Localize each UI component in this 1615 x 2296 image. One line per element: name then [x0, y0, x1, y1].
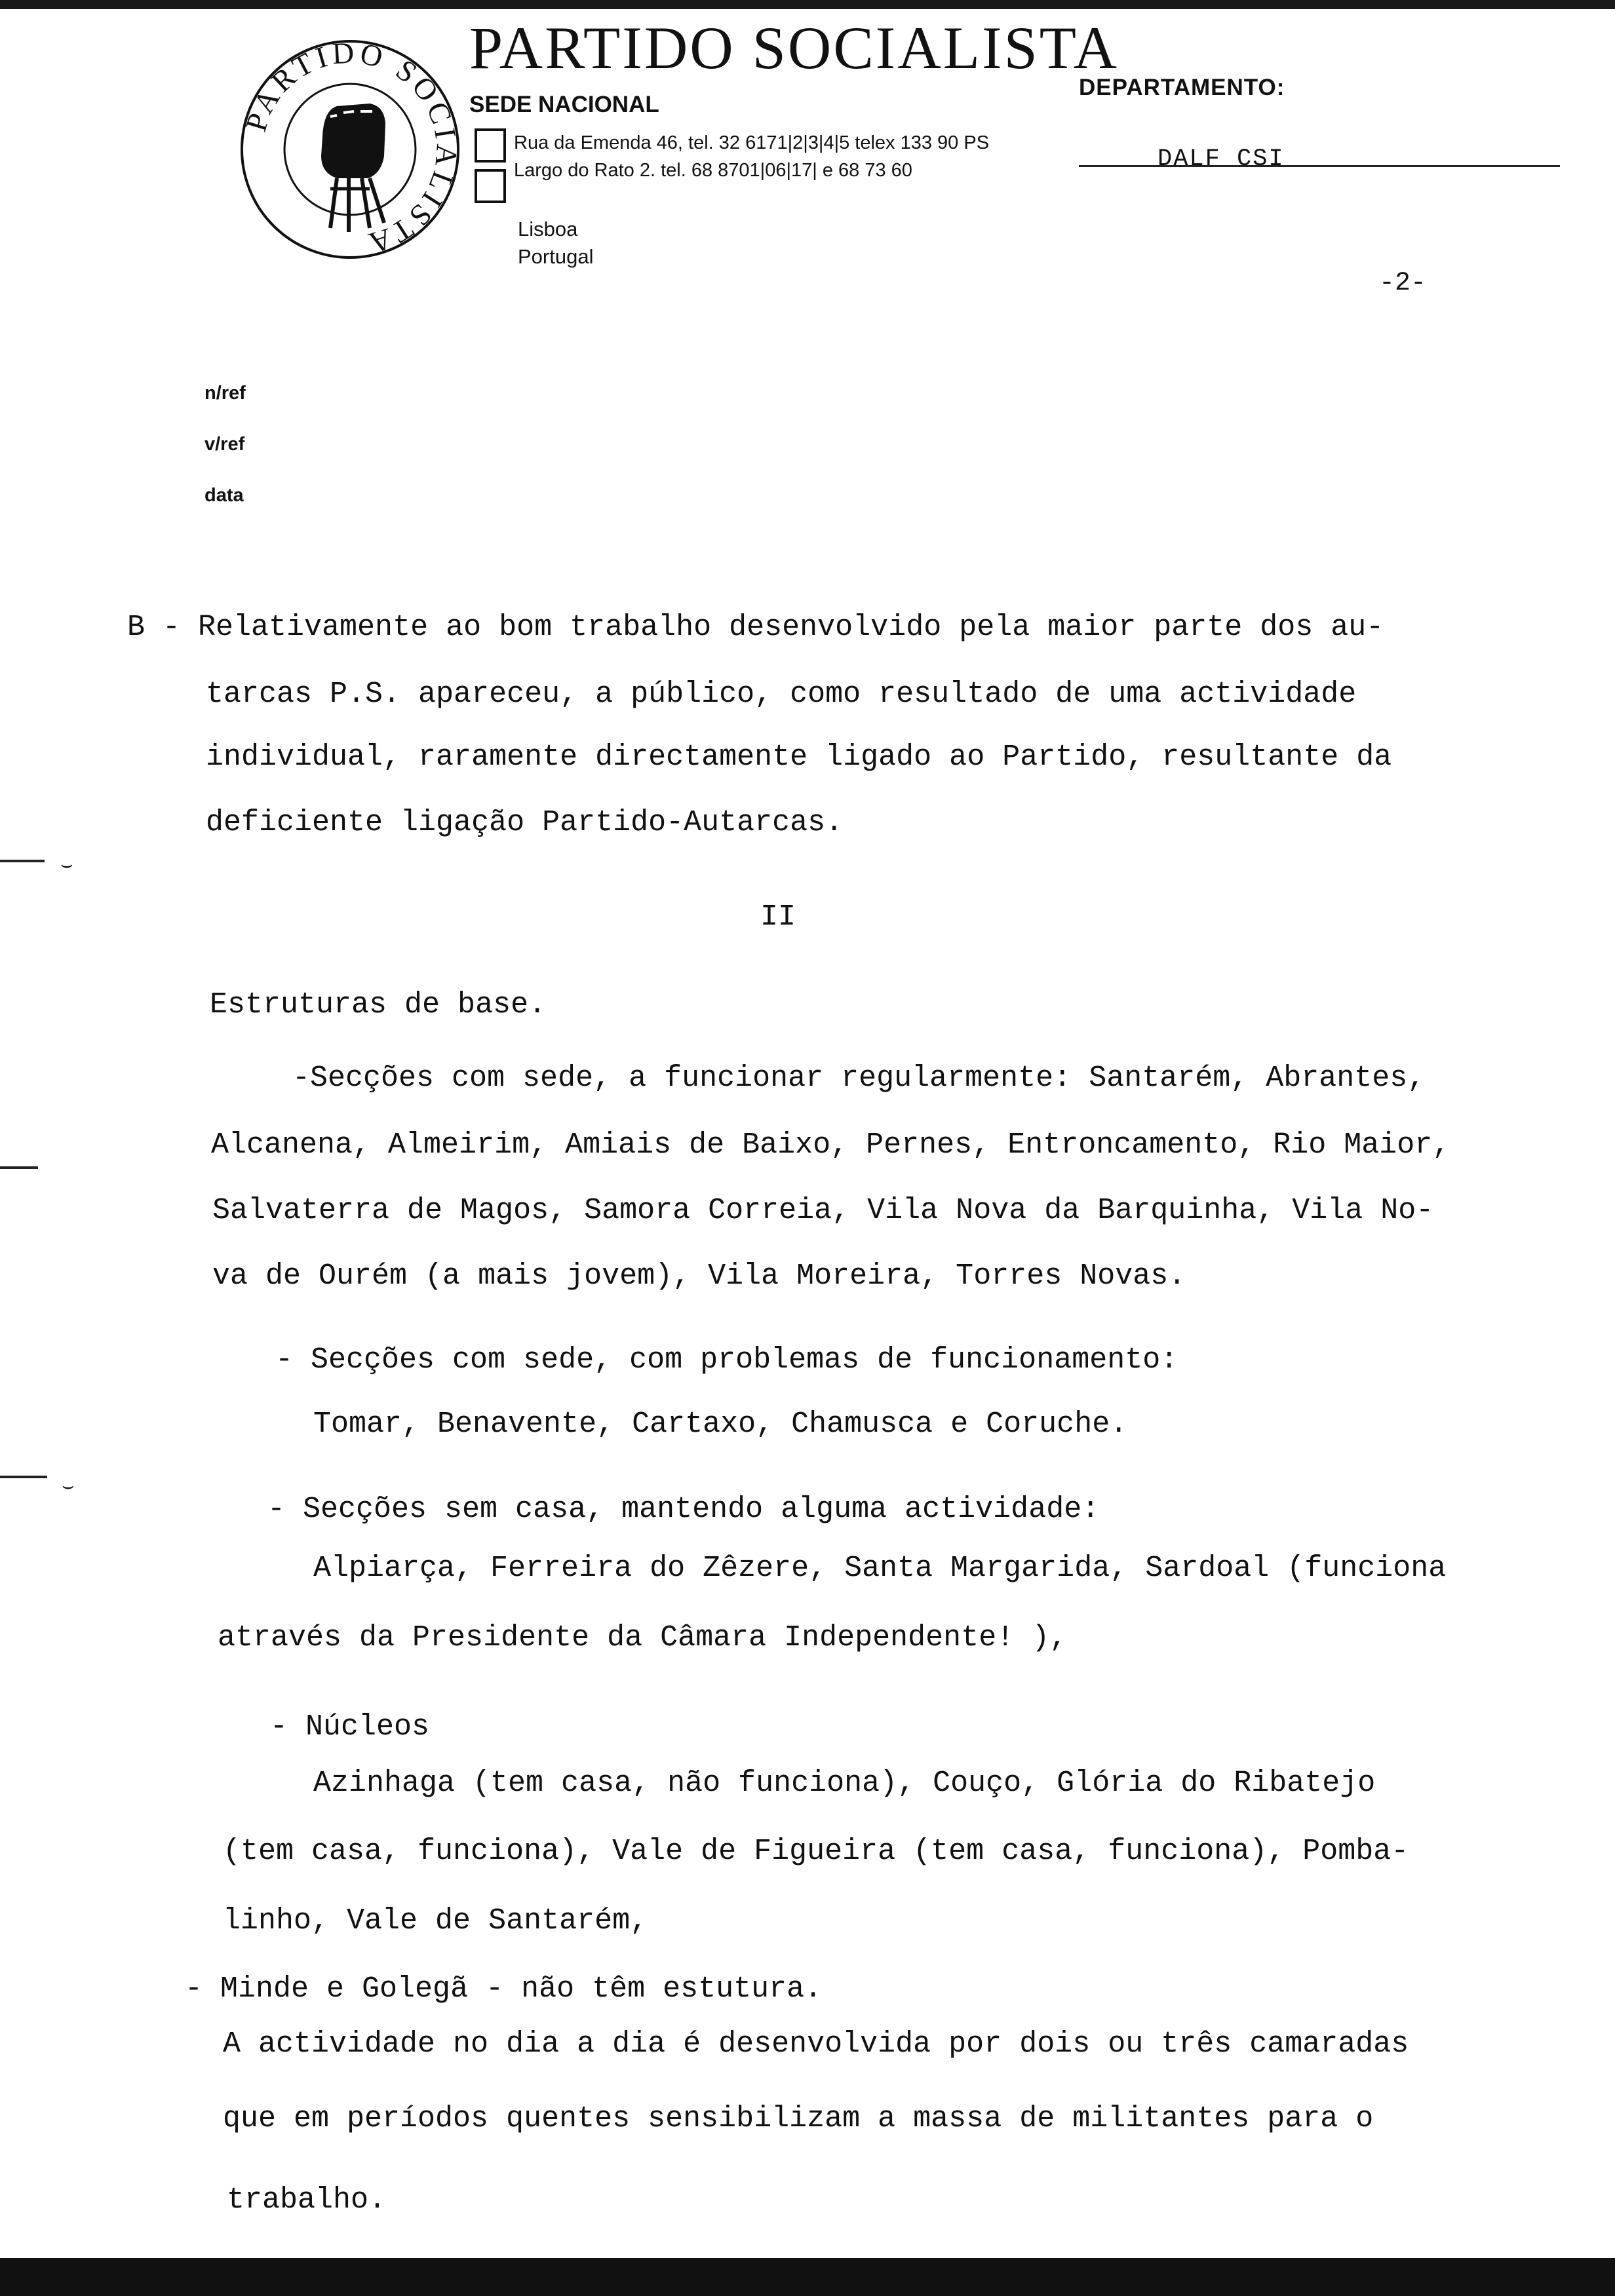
margin-mark	[0, 1476, 47, 1478]
problemas-line-1: - Secções com sede, com problemas de funcionamento:	[275, 1343, 1178, 1377]
nucleos-heading: - Núcleos	[270, 1710, 430, 1744]
seccoes-line-3: Salvaterra de Magos, Samora Correia, Vila Nova da Barquinha, Vila No-	[212, 1194, 1434, 1227]
page-number: -2-	[1379, 269, 1427, 298]
section-b-line-1: B - Relativamente ao bom trabalho desenvolvido pela maior parte dos au-	[127, 611, 1384, 644]
section-b-line-3: individual, raramente directamente ligado ao Partido, resultante da	[206, 740, 1392, 774]
ref-data: data	[204, 485, 244, 506]
section-b-line-2: tarcas P.S. apareceu, a público, como resultado de uma actividade	[206, 678, 1357, 711]
nucleos-line-3: linho, Vale de Santarém,	[223, 1904, 648, 1938]
scan-top-edge	[0, 0, 1615, 9]
svg-text:PARTIDO SOCIALISTA: PARTIDO SOCIALISTA	[239, 38, 461, 261]
section-b-line-4: deficiente ligação Partido-Autarcas.	[206, 806, 844, 839]
department-line	[1079, 165, 1560, 167]
closing-line-3: que em períodos quentes sensibilizam a massa de militantes para o	[223, 2102, 1374, 2135]
scan-bottom-edge	[0, 2258, 1615, 2296]
sem-casa-line-3: através da Presidente da Câmara Independente! ),	[218, 1621, 1068, 1655]
address-line-1: Rua da Emenda 46, tel. 32 6171|2|3|4|5 telex 133 90 PS	[514, 132, 990, 153]
department-label: DEPARTAMENTO:	[1079, 75, 1285, 100]
seccoes-line-1: -Secções com sede, a funcionar regularmente: Santarém, Abrantes,	[292, 1062, 1426, 1095]
ref-n: n/ref	[204, 383, 246, 404]
margin-tick: ⌣	[60, 853, 73, 876]
margin-mark	[0, 1166, 38, 1169]
sede-label: SEDE NACIONAL	[469, 92, 659, 117]
section-heading: II	[760, 900, 796, 934]
party-name: PARTIDO SOCIALISTA	[469, 14, 1119, 81]
nucleos-line-2: (tem casa, funciona), Vale de Figueira (tem casa, funciona), Pomba-	[223, 1835, 1409, 1868]
seccoes-line-4: va de Ourém (a mais jovem), Vila Moreira, Torres Novas.	[212, 1259, 1186, 1293]
sem-casa-line-2: Alpiarça, Ferreira do Zêzere, Santa Margarida, Sardoal (funciona	[313, 1552, 1447, 1585]
ref-v: v/ref	[204, 434, 245, 455]
address-checkbox-2	[475, 169, 506, 203]
city: Lisboa	[518, 218, 578, 240]
closing-line-2: A actividade no dia a dia é desenvolvida por dois ou três camaradas	[223, 2027, 1409, 2061]
margin-tick: ⌣	[62, 1474, 75, 1497]
closing-line-1: - Minde e Golegã - não têm estutura.	[185, 1972, 823, 2006]
country: Portugal	[518, 245, 594, 268]
problemas-line-2: Tomar, Benavente, Cartaxo, Chamusca e Coruche.	[313, 1407, 1128, 1441]
party-logo	[239, 38, 461, 261]
department-value: DALF CSI	[1158, 145, 1285, 173]
closing-line-4: trabalho.	[227, 2183, 387, 2217]
seccoes-line-2: Alcanena, Almeirim, Amiais de Baixo, Pernes, Entroncamento, Rio Maior,	[211, 1128, 1450, 1162]
nucleos-line-1: Azinhaga (tem casa, não funciona), Couço, Glória do Ribatejo	[313, 1767, 1376, 1800]
address-line-2: Largo do Rato 2. tel. 68 8701|06|17| e 68 73 60	[514, 160, 912, 181]
sem-casa-line-1: - Secções sem casa, mantendo alguma actividade:	[267, 1493, 1100, 1526]
subheading: Estruturas de base.	[210, 988, 547, 1022]
address-checkbox-1	[475, 128, 506, 163]
margin-mark	[0, 860, 45, 862]
